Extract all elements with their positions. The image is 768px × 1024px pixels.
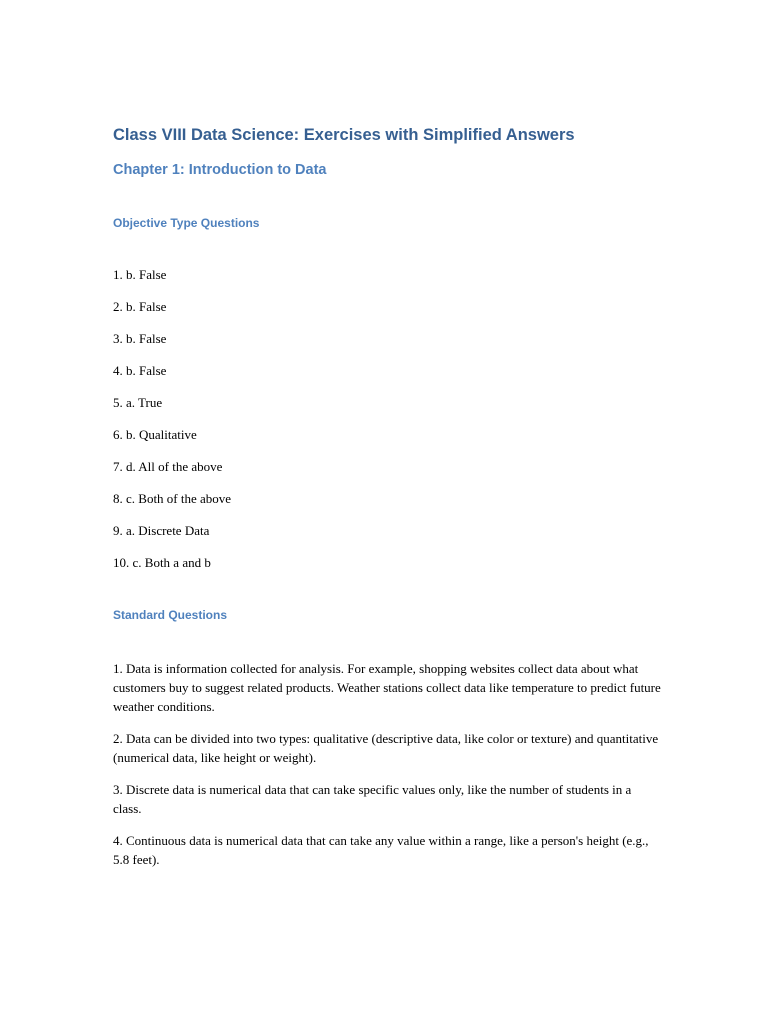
objective-section-heading: Objective Type Questions [113,216,260,230]
document-title: Class VIII Data Science: Exercises with Simplified Answers [113,126,575,144]
objective-answer-item: 2. b. False [113,299,167,314]
chapter-title: Chapter 1: Introduction to Data [113,162,327,178]
document-content [113,124,673,882]
objective-answer-item: 4. b. False [113,363,167,378]
standard-answers-list [113,659,673,869]
standard-answer-item: 3. Discrete data is numerical data that can take specific values only, like the number of students in a class. [113,782,632,816]
standard-answer-item: 1. Data is information collected for analysis. For example, shopping websites collect data about what customers buy to suggest related products. Weather stations collect data like temperature to predict future weather conditions. [113,661,661,714]
objective-answer-item: 5. a. True [113,395,163,410]
objective-answer-item: 9. a. Discrete Data [113,523,210,538]
objective-answer-item: 8. c. Both of the above [113,491,232,506]
objective-answer-item: 10. c. Both a and b [113,555,211,570]
objective-answer-item: 1. b. False [113,267,167,282]
objective-answer-item: 7. d. All of the above [113,459,223,474]
standard-section-heading: Standard Questions [113,608,228,622]
objective-answer-item: 6. b. Qualitative [113,427,197,442]
standard-answer-item: 4. Continuous data is numerical data that can take any value within a range, like a person's height (e.g., 5.8 feet). [113,833,649,867]
standard-answer-item: 2. Data can be divided into two types: qualitative (descriptive data, like color or texture) and quantitative (numerical data, like height or weight). [113,731,659,765]
objective-answers-list [113,267,673,571]
objective-answer-item: 3. b. False [113,331,167,346]
